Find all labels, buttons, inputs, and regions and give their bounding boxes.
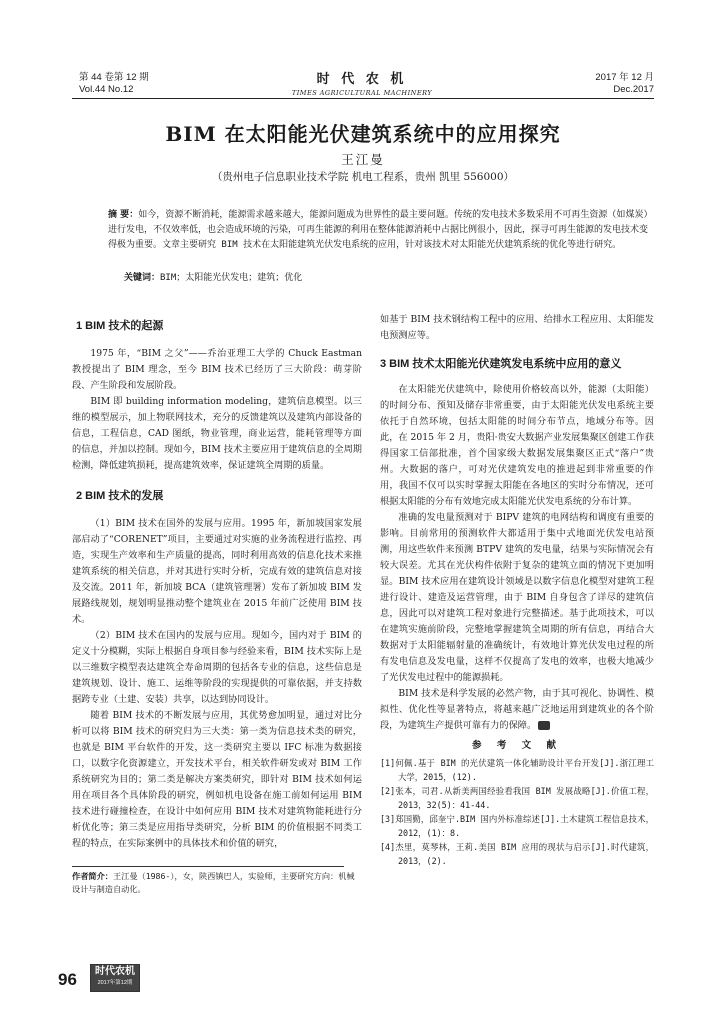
section-1-paragraph-1: 1975 年，“BIM 之父”——乔治亚理工大学的 Chuck Eastman 教授提出了 BIM 理念，至今 BIM 技术已经历了三大阶段：萌芽阶段、产生阶段和发展阶段。 xyxy=(72,348,362,391)
header-volume xyxy=(79,72,149,96)
section-3-paragraph-1: 在太阳能光伏建筑中，除使用价格较高以外，能源（太阳能）的时间分布、预知及储存非常重要，由于太阳能光伏发电系统主要依托于自然环境，包括太阳能的时间分布节点，地域分布等。因此，在 2015 年 2 月，贵阳·贵安大数据产业发展集聚区创建工作获得国家工信部批准，首个国家级大数据发展集聚区正式“落户”贵州。大数据的落户，可对光伏建筑发电的推进起到非常重要的作用，我国不仅可以实时掌握太阳能在各地区的实时分布情况，还可根据太阳能的分布有效地完成太阳能光伏发电系统的分布计算。 xyxy=(380,384,654,507)
journal-name-en: TIMES AGRICULTURAL MACHINERY xyxy=(291,89,433,97)
reference-item: [2]张本，司君.从新美两国经验看我国 BIM 发展战略[J].价值工程，2013，32(5)：41-44. xyxy=(380,786,654,810)
references-heading: 参 考 文 献 xyxy=(472,740,562,751)
author-footnote xyxy=(72,870,362,896)
affiliation: （贵州电子信息职业技术学院 机电工程系，贵州 凯里 556000） xyxy=(211,171,515,183)
section-2-paragraph-2: （2）BIM 技术在国内的发展与应用。现如今，国内对于 BIM 的定义十分模糊，实际上根据自身项目参与经验来看，BIM 技术实际上是以三维数字模型表达建筑全寿命周期的包括各专业的信息，这些信息是建筑规划、设计、施工、运维等阶段的实现提供的可靠依据，并支持数据跨专业（土建、安装）共享，以达到协同设计。 xyxy=(72,630,362,705)
logo-issue: 2017年第12期 xyxy=(97,980,133,986)
section-2-paragraph-1: （1）BIM 技术在国外的发展与应用。1995 年，新加坡国家发展部启动了“CORENET”项目，主要通过对实施的业务流程进行监控、再造，实现生产效率和生产质量的提高，同时利用高效的信息化技术来推建筑系统的相关信息，并对其进行实时分析，完成有效的建筑信息对接及交流。2011 年，新加坡 BCA（建筑管理署）发布了新加坡 BIM 发展路线规划，规划明显推动整个建筑业在 2015 年前广泛使用 BIM 技术。 xyxy=(72,518,362,625)
footnote-text: 王江曼（1986-），女，陕西镇巴人，实验师，主要研究方向：机械设计与制造自动化。 xyxy=(72,871,355,894)
section-2-heading: 2 BIM 技术的发展 xyxy=(76,490,164,502)
keywords xyxy=(124,270,644,283)
section-2-continuation: 如基于 BIM 技术钢结构工程中的应用、给排水工程应用、太阳能发电预测应等。 xyxy=(380,314,654,341)
keywords-text: BIM；太阳能光伏发电；建筑；优化 xyxy=(160,273,303,283)
paper-title: BIM 在太阳能光伏建筑系统中的应用探究 xyxy=(165,122,561,146)
header-date xyxy=(540,72,654,96)
footnote-rule xyxy=(72,866,344,867)
date-cn: 2017 年 12 月 xyxy=(595,72,654,83)
section-3-paragraph-2: 准确的发电量预测对于 BIPV 建筑的电网结构和调度有重要的影响。目前常用的预测软件大都适用于集中式地面光伏发电站预测，用这些软件来预测 BTPV 建筑的发电量，结果与实际情况会有较大误差。尤其在光伏构件依附于复杂的建筑立面的情况下更加明显。BIM 技术应用在建筑设计领域是以数字信息化模型对建筑工程进行设计、建造及运营管理，由于 BIM 自身包含了详尽的建筑信息，因此可以对建筑工程对象进行完整描述。基于此项技术，可以在建筑实施前阶段，完整地掌握建筑全周期的所有信息，再结合大数据对于太阳能辐射量的准确统计，有效地计算光伏发电过程的所有发电信息及发电量，这样不仅提高了发电的效率，也极大地减少了光伏发电过程中的能源损耗。 xyxy=(380,512,654,683)
page-number: 96 xyxy=(58,970,77,989)
article-end-icon xyxy=(538,721,550,730)
footnote-label: 作者简介： xyxy=(72,871,113,881)
section-1-paragraph-2: BIM 即 building information modeling，建筑信息模型。以三维的模型展示，加上物联网技术，充分的反馈建筑以及建筑内部设备的信息，工程信息，CAD 图纸，物业管理，商业运营，能耗管理等方面的信息，并加以控制。现如今，BIM 技术主要应用于建筑信息的全周期检测，降低建筑损耗，提高建筑效率，保证建筑全周期的质量。 xyxy=(72,396,362,471)
section-1-heading: 1 BIM 技术的起源 xyxy=(76,320,164,332)
right-column xyxy=(380,312,654,868)
header-journal xyxy=(262,68,462,97)
volume-en: Vol.44 No.12 xyxy=(79,84,134,95)
volume-cn: 第 44 卷第 12 期 xyxy=(79,72,149,83)
keywords-label: 关键词： xyxy=(124,273,161,283)
journal-name-cn: 时 代 农 机 xyxy=(316,71,408,86)
section-2-paragraph-3: 随着 BIM 技术的不断发展与应用，其优势愈加明显，通过对比分析可以将 BIM 技术的研究归为三大类：第一类为信息技术类的研究，也就是 BIM 平台软件的开发，这一类研究主要以 IFC 标准为数据接口，以数字化资源建立，开发技术平台，相关软件研发或对 BIM 工作系统研究为目的；第二类是解决方案类研究，即针对 BIM 技术如何运用在项目各个具体阶段的研究，例如机电设备在施工前如何运用 BIM 技术进行碰撞检查，在设计中如何应用 BIM 技术对建筑物能耗进行分析优化等；第三类是应用指导类研究，分析 BIM 的价值根据不同类工程的特点，在实际案例中的具体技术和价值的研究， xyxy=(72,710,362,849)
reference-item: [3]郑国勤，邱奎宁.BIM 国内外标准综述[J].土木建筑工程信息技术，2012，(1)：8. xyxy=(380,814,654,838)
logo-text: 时代农机 xyxy=(95,966,135,977)
abstract-label: 摘 要： xyxy=(108,210,139,220)
abstract-text: 如今，资源不断消耗，能源需求越来越大，能源问题成为世界性的最主要问题。传统的发电技术多数采用不可再生资源（如煤炭）进行发电，不仅效率低，也会造成环境的污染，可再生能源的利用在整体能源消耗中占据比例很小，因此，探寻可再生能源的发电技术变得极为重要。文章主要研究 BIM 技术在太阳能建筑光伏发电系统的应用，针对该技术对太阳能光伏建筑系统的优化等进行研究。 xyxy=(108,210,649,250)
section-3-paragraph-3 xyxy=(380,686,654,734)
section-3-heading: 3 BIM 技术太阳能光伏建筑发电系统中应用的意义 xyxy=(380,358,622,370)
left-column xyxy=(72,318,362,852)
date-en: Dec.2017 xyxy=(613,84,654,95)
section-3-paragraph-3-text: BIM 技术是科学发展的必然产物，由于其可视化、协调性、模拟性、优化性等显著特点，将越来越广泛地运用到建筑业的各个阶段，为建筑生产提供可靠有力的保障。 xyxy=(380,688,654,731)
author-name: 王江曼 xyxy=(341,152,385,167)
header-rule xyxy=(72,98,654,99)
reference-item: [4]杰里，莫琴林，王莉.美国 BIM 应用的现状与启示[J].时代建筑，2013，(2). xyxy=(380,842,654,866)
abstract xyxy=(108,208,648,253)
reference-item: [1]何佩.基于 BIM 的光伏建筑一体化辅助设计平台开发[J].浙江理工大学，2015，(12). xyxy=(380,758,654,782)
journal-logo xyxy=(90,964,140,992)
